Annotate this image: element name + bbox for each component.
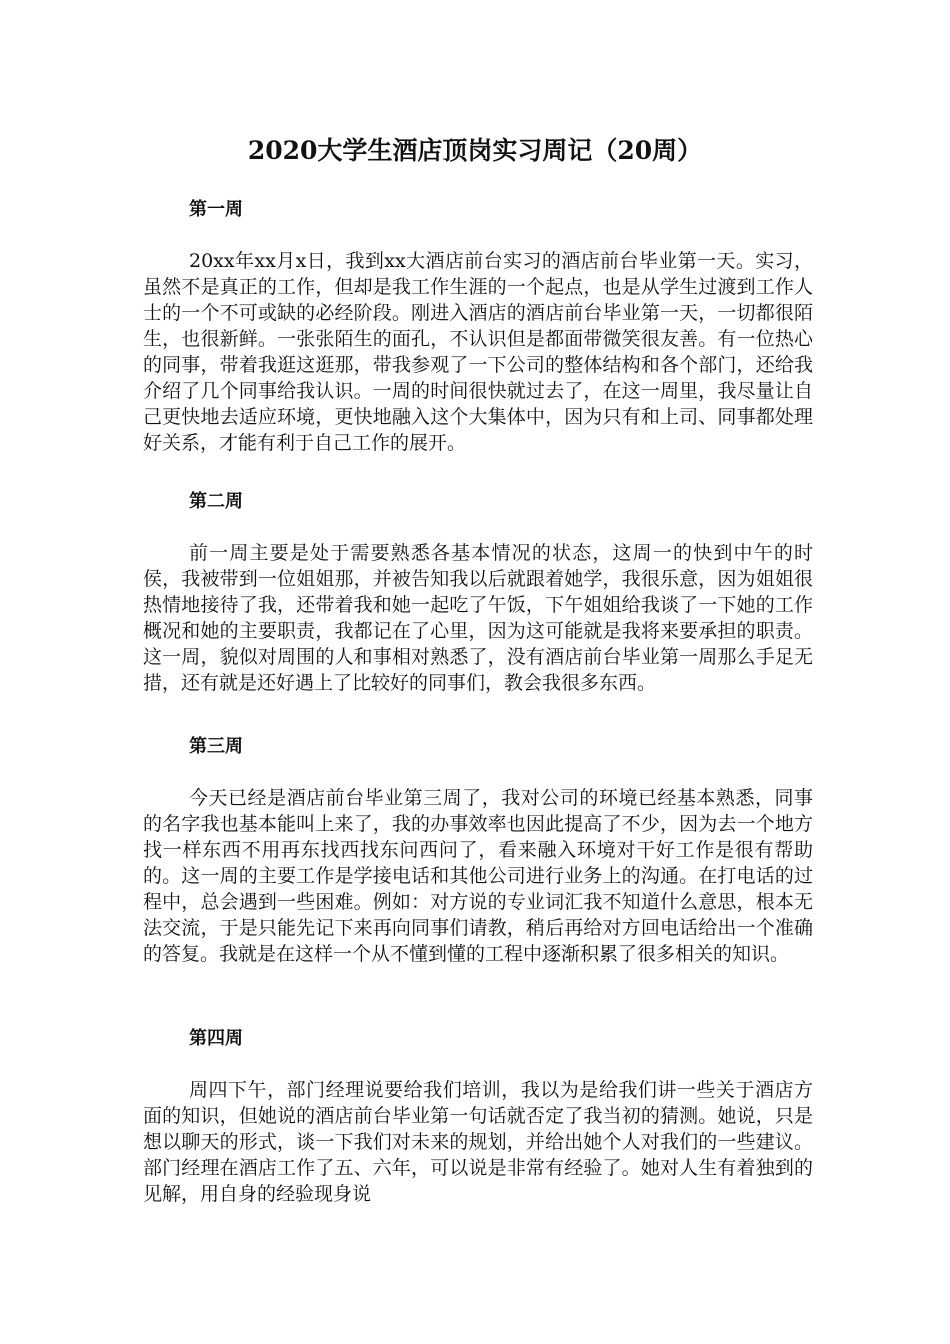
week-paragraph: 周四下午，部门经理说要给我们培训，我以为是给我们讲一些关于酒店方面的知识，但她说的酒店前台毕业第一句话就否定了我当初的猜测。她说，只是想以聊天的形式，谈一下我们对未来的规划，并给出她个人对我们的一些建议。部门经理在酒店工作了五、六年，可以说是非常有经验了。她对人生有着独到的见解，用自身的经验现身说 [143, 1079, 813, 1205]
week-paragraph: 前一周主要是处于需要熟悉各基本情况的状态，这周一的快到中午的时侯，我被带到一位姐姐那，并被告知我以后就跟着她学，我很乐意，因为姐姐很热情地接待了我，还带着我和她一起吃了午饭，下午姐姐给我谈了一下她的工作概况和她的主要职责，我都记在了心里，因为这可能就是我将来要承担的职责。这一周，貌似对周围的人和事相对熟悉了，没有酒店前台毕业第一周那么手足无措，还有就是还好遇上了比较好的同事们，教会我很多东西。 [143, 542, 813, 694]
document-title: 2020大学生酒店顶岗实习周记（20周） [247, 136, 703, 165]
week-heading: 第一周 [189, 199, 243, 220]
week-section-2 [143, 490, 813, 696]
week-heading: 第二周 [189, 491, 243, 512]
week-paragraph: 今天已经是酒店前台毕业第三周了，我对公司的环境已经基本熟悉，同事的名字我也基本能叫上来了，我的办事效率也因此提高了不少，因为去一个地方找一样东西不用再东找西找东问西问了，看来融入环境对干好工作是很有帮助的。这一周的主要工作是学接电话和其他公司进行业务上的沟通。在打电话的过程中，总会遇到一些困难。例如：对方说的专业词汇我不知道什么意思，根本无法交流，于是只能先记下来再向同事们请教，稍后再给对方回电话给出一个准确的答复。我就是在这样一个从不懂到懂的工程中逐渐积累了很多相关的知识。 [143, 787, 813, 965]
week-heading: 第三周 [189, 736, 243, 757]
week-paragraph: 20xx年xx月x日，我到xx大酒店前台实习的酒店前台毕业第一天。实习，虽然不是真正的工作，但却是我工作生涯的一个起点，也是从学生过渡到工作人士的一个不可或缺的必经阶段。刚进入酒店的酒店前台毕业第一天，一切都很陌生，也很新鲜。一张张陌生的面孔，不认识但是都面带微笑很友善。有一位热心的同事，带着我逛这逛那，带我参观了一下公司的整体结构和各个部门，还给我介绍了几个同事给我认识。一周的时间很快就过去了，在这一周里，我尽量让自己更快地去适应环境，更快地融入这个大集体中，因为只有和上司、同事都处理好关系，才能有利于自己工作的展开。 [143, 250, 813, 454]
week-heading: 第四周 [189, 1028, 243, 1049]
week-section-3 [143, 735, 813, 967]
week-section-1 [143, 198, 813, 456]
week-section-4 [143, 1027, 813, 1207]
